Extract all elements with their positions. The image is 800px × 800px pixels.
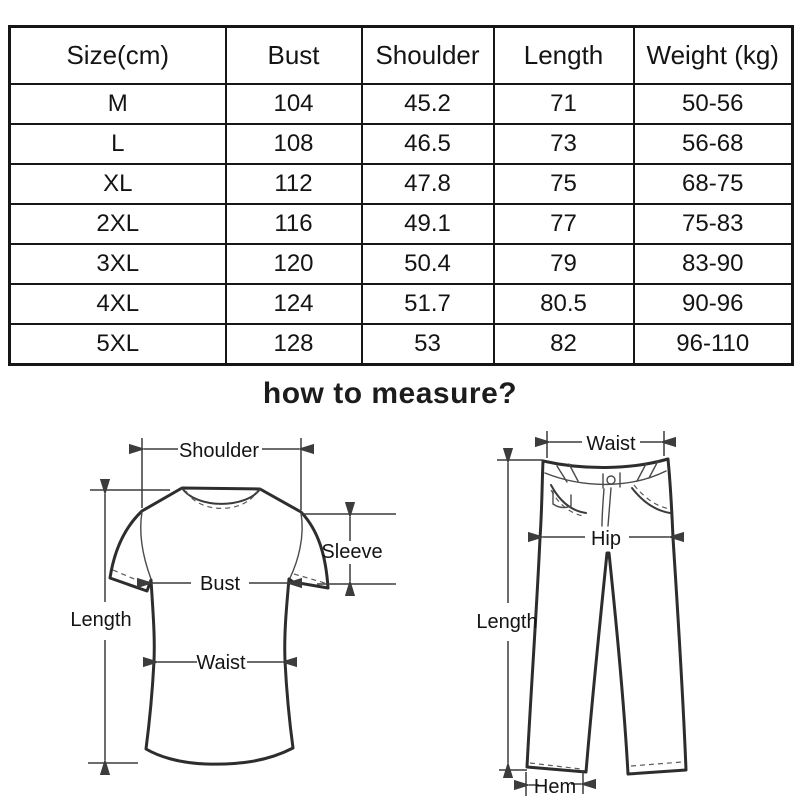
pants-waist-label: Waist xyxy=(586,433,636,455)
cell-weight: 90-96 xyxy=(634,284,793,324)
cell-length: 71 xyxy=(494,84,634,124)
tshirt-diagram xyxy=(70,438,396,764)
cell-bust: 124 xyxy=(226,284,362,324)
cell-shoulder: 53 xyxy=(362,324,494,365)
cell-length: 75 xyxy=(494,164,634,204)
cell-bust: 128 xyxy=(226,324,362,365)
cell-shoulder: 46.5 xyxy=(362,124,494,164)
header-bust: Bust xyxy=(226,27,362,85)
pants-diagram xyxy=(476,431,686,798)
how-to-measure-heading: how to measure? xyxy=(262,377,518,410)
cell-size: M xyxy=(10,84,226,124)
pants-length-label: Length xyxy=(476,611,538,633)
cell-weight: 75-83 xyxy=(634,204,793,244)
cell-bust: 112 xyxy=(226,164,362,204)
cell-length: 82 xyxy=(494,324,634,365)
cell-size: 5XL xyxy=(10,324,226,365)
cell-weight: 50-56 xyxy=(634,84,793,124)
tshirt-length-label: Length xyxy=(70,609,132,631)
cell-shoulder: 50.4 xyxy=(362,244,494,284)
cell-length: 80.5 xyxy=(494,284,634,324)
cell-bust: 116 xyxy=(226,204,362,244)
cell-shoulder: 47.8 xyxy=(362,164,494,204)
cell-weight: 83-90 xyxy=(634,244,793,284)
header-weight: Weight (kg) xyxy=(634,27,793,85)
cell-size: 4XL xyxy=(10,284,226,324)
header-length: Length xyxy=(494,27,634,85)
cell-shoulder: 45.2 xyxy=(362,84,494,124)
cell-length: 79 xyxy=(494,244,634,284)
tshirt-outline xyxy=(110,488,328,764)
cell-bust: 104 xyxy=(226,84,362,124)
header-size: Size(cm) xyxy=(10,27,226,85)
cell-bust: 108 xyxy=(226,124,362,164)
pants-hem-label: Hem xyxy=(533,776,577,798)
header-shoulder: Shoulder xyxy=(362,27,494,85)
cell-size: L xyxy=(10,124,226,164)
tshirt-shoulder-label: Shoulder xyxy=(178,440,260,462)
tshirt-waist-label: Waist xyxy=(196,652,246,674)
pants-outline xyxy=(527,459,686,774)
cell-weight: 96-110 xyxy=(634,324,793,365)
pants-hip-label: Hip xyxy=(590,528,622,550)
cell-shoulder: 49.1 xyxy=(362,204,494,244)
cell-size: 3XL xyxy=(10,244,226,284)
cell-weight: 56-68 xyxy=(634,124,793,164)
cell-length: 77 xyxy=(494,204,634,244)
cell-weight: 68-75 xyxy=(634,164,793,204)
cell-size: XL xyxy=(10,164,226,204)
tshirt-bust-label: Bust xyxy=(199,573,241,595)
tshirt-sleeve-label: Sleeve xyxy=(321,541,383,563)
cell-size: 2XL xyxy=(10,204,226,244)
cell-shoulder: 51.7 xyxy=(362,284,494,324)
cell-bust: 120 xyxy=(226,244,362,284)
cell-length: 73 xyxy=(494,124,634,164)
